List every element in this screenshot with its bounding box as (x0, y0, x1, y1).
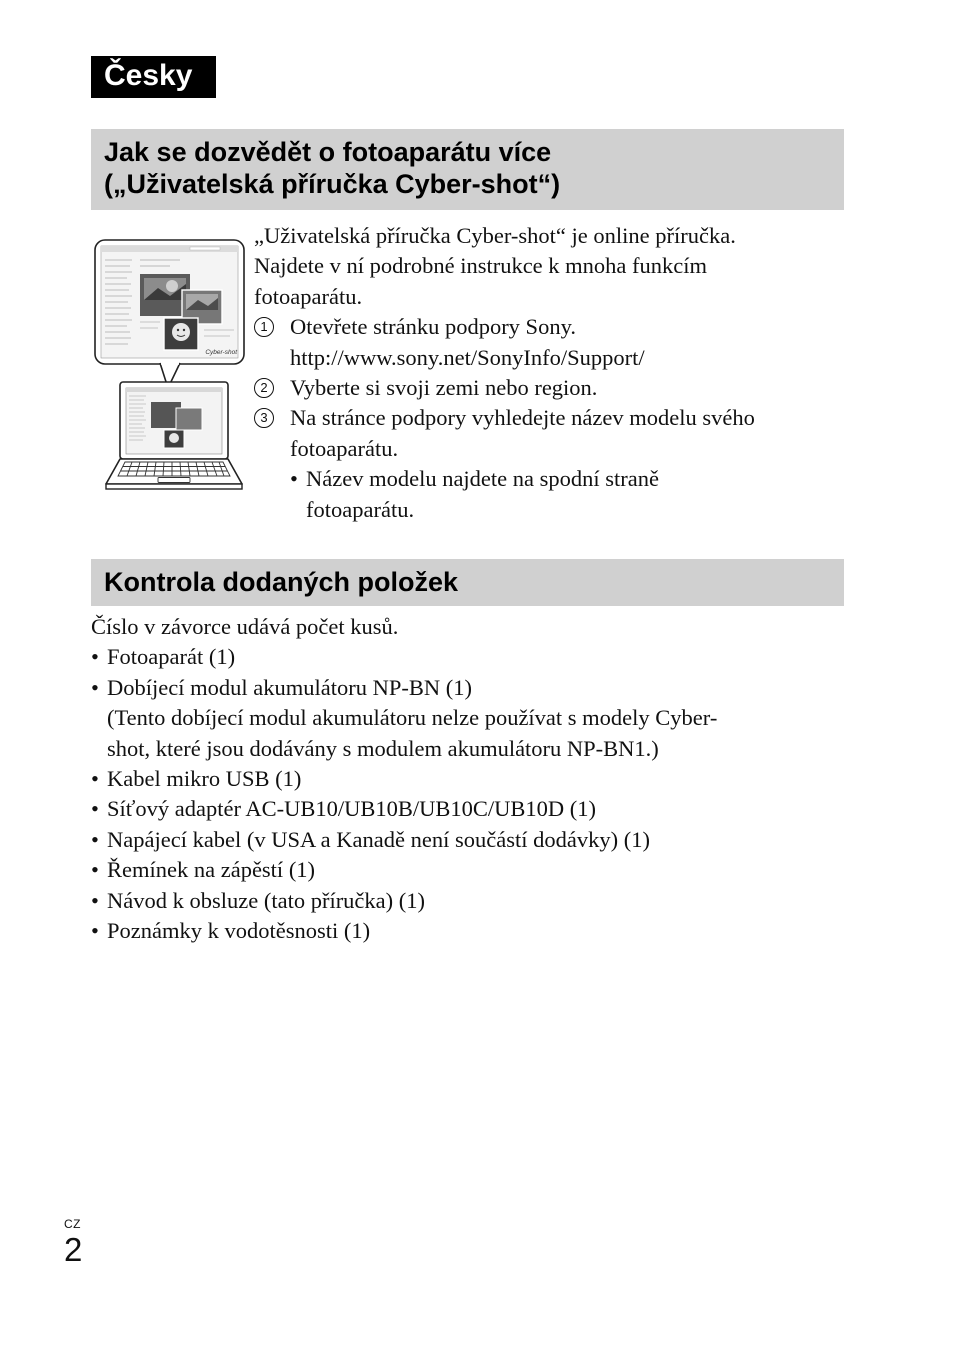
item-text: (Tento dobíjecí modul akumulátoru nelze používat s modely Cyber- (107, 705, 718, 731)
step-number-badge: 2 (254, 378, 274, 398)
list-item (91, 825, 851, 855)
items-intro: Číslo v závorce udává počet kusů. (91, 614, 399, 639)
step-3 (254, 403, 854, 464)
list-item (91, 642, 851, 672)
item-text: Dobíjecí modul akumulátoru NP-BN (1) (107, 674, 472, 700)
supplied-items-body (91, 612, 851, 946)
bullet-symbol: • (91, 887, 99, 913)
bullet-symbol: • (91, 674, 99, 700)
step-text: fotoaparátu. (290, 435, 399, 461)
list-item (91, 673, 851, 764)
list-item (91, 886, 851, 916)
bullet-symbol: • (91, 918, 99, 944)
step-text: Na stránce podpory vyhledejte název modelu svého (290, 405, 755, 431)
item-text: Napájecí kabel (v USA a Kanadě není součástí dodávky) (1) (107, 826, 650, 852)
laptop-manual-icon (94, 238, 246, 492)
page-footer (64, 1217, 82, 1269)
section-heading-supplied-items: Kontrola dodaných položek (91, 559, 844, 606)
intro-line: Najdete v ní podrobné instrukce k mnoha funkcím (254, 253, 708, 279)
item-text: Návod k obsluze (tato příručka) (1) (107, 887, 426, 913)
item-text: Poznámky k vodotěsnosti (1) (107, 918, 371, 944)
bullet-symbol: • (91, 826, 99, 852)
page-number: 2 (64, 1231, 83, 1268)
bullet-symbol: • (91, 766, 99, 792)
note-text: fotoaparátu. (306, 496, 415, 522)
item-text: shot, které jsou dodávány s modulem akumulátoru NP-BN1.) (107, 735, 659, 761)
bullet-symbol: • (91, 796, 99, 822)
user-guide-body (254, 221, 854, 525)
language-tab: Česky (91, 56, 216, 98)
item-text: Fotoaparát (1) (107, 644, 236, 670)
item-text: Řemínek na zápěstí (1) (107, 857, 316, 883)
note-text: Název modelu najdete na spodní straně (306, 466, 660, 492)
note-bullet (254, 464, 854, 525)
list-item (91, 764, 851, 794)
intro-line: „Uživatelská příručka Cyber-shot“ je online příručka. (254, 223, 736, 248)
step-2 (254, 373, 854, 403)
step-1 (254, 312, 854, 373)
list-item (91, 855, 851, 885)
item-text: Síťový adaptér AC-UB10/UB10B/UB10C/UB10D (1) (107, 796, 596, 822)
region-code: CZ (64, 1217, 81, 1231)
step-text: Otevřete stránku podpory Sony. (290, 314, 576, 340)
list-item (91, 794, 851, 824)
item-text: Kabel mikro USB (1) (107, 766, 302, 792)
section-heading-user-guide (91, 129, 844, 210)
bullet-symbol: • (290, 466, 298, 492)
intro-line: fotoaparátu. (254, 283, 363, 309)
support-url[interactable]: http://www.sony.net/SonyInfo/Support/ (290, 344, 645, 370)
heading-line: („Uživatelská příručka Cyber-shot“) (104, 169, 561, 199)
list-item (91, 916, 851, 946)
bullet-symbol: • (91, 857, 99, 883)
step-text: Vyberte si svoji zemi nebo region. (290, 375, 598, 401)
bullet-symbol: • (91, 644, 99, 670)
heading-line: Jak se dozvědět o fotoaparátu více (104, 137, 552, 167)
brand-label: Cyber-shot (205, 349, 237, 356)
step-number-badge: 1 (254, 317, 274, 337)
step-number-badge: 3 (254, 408, 274, 428)
